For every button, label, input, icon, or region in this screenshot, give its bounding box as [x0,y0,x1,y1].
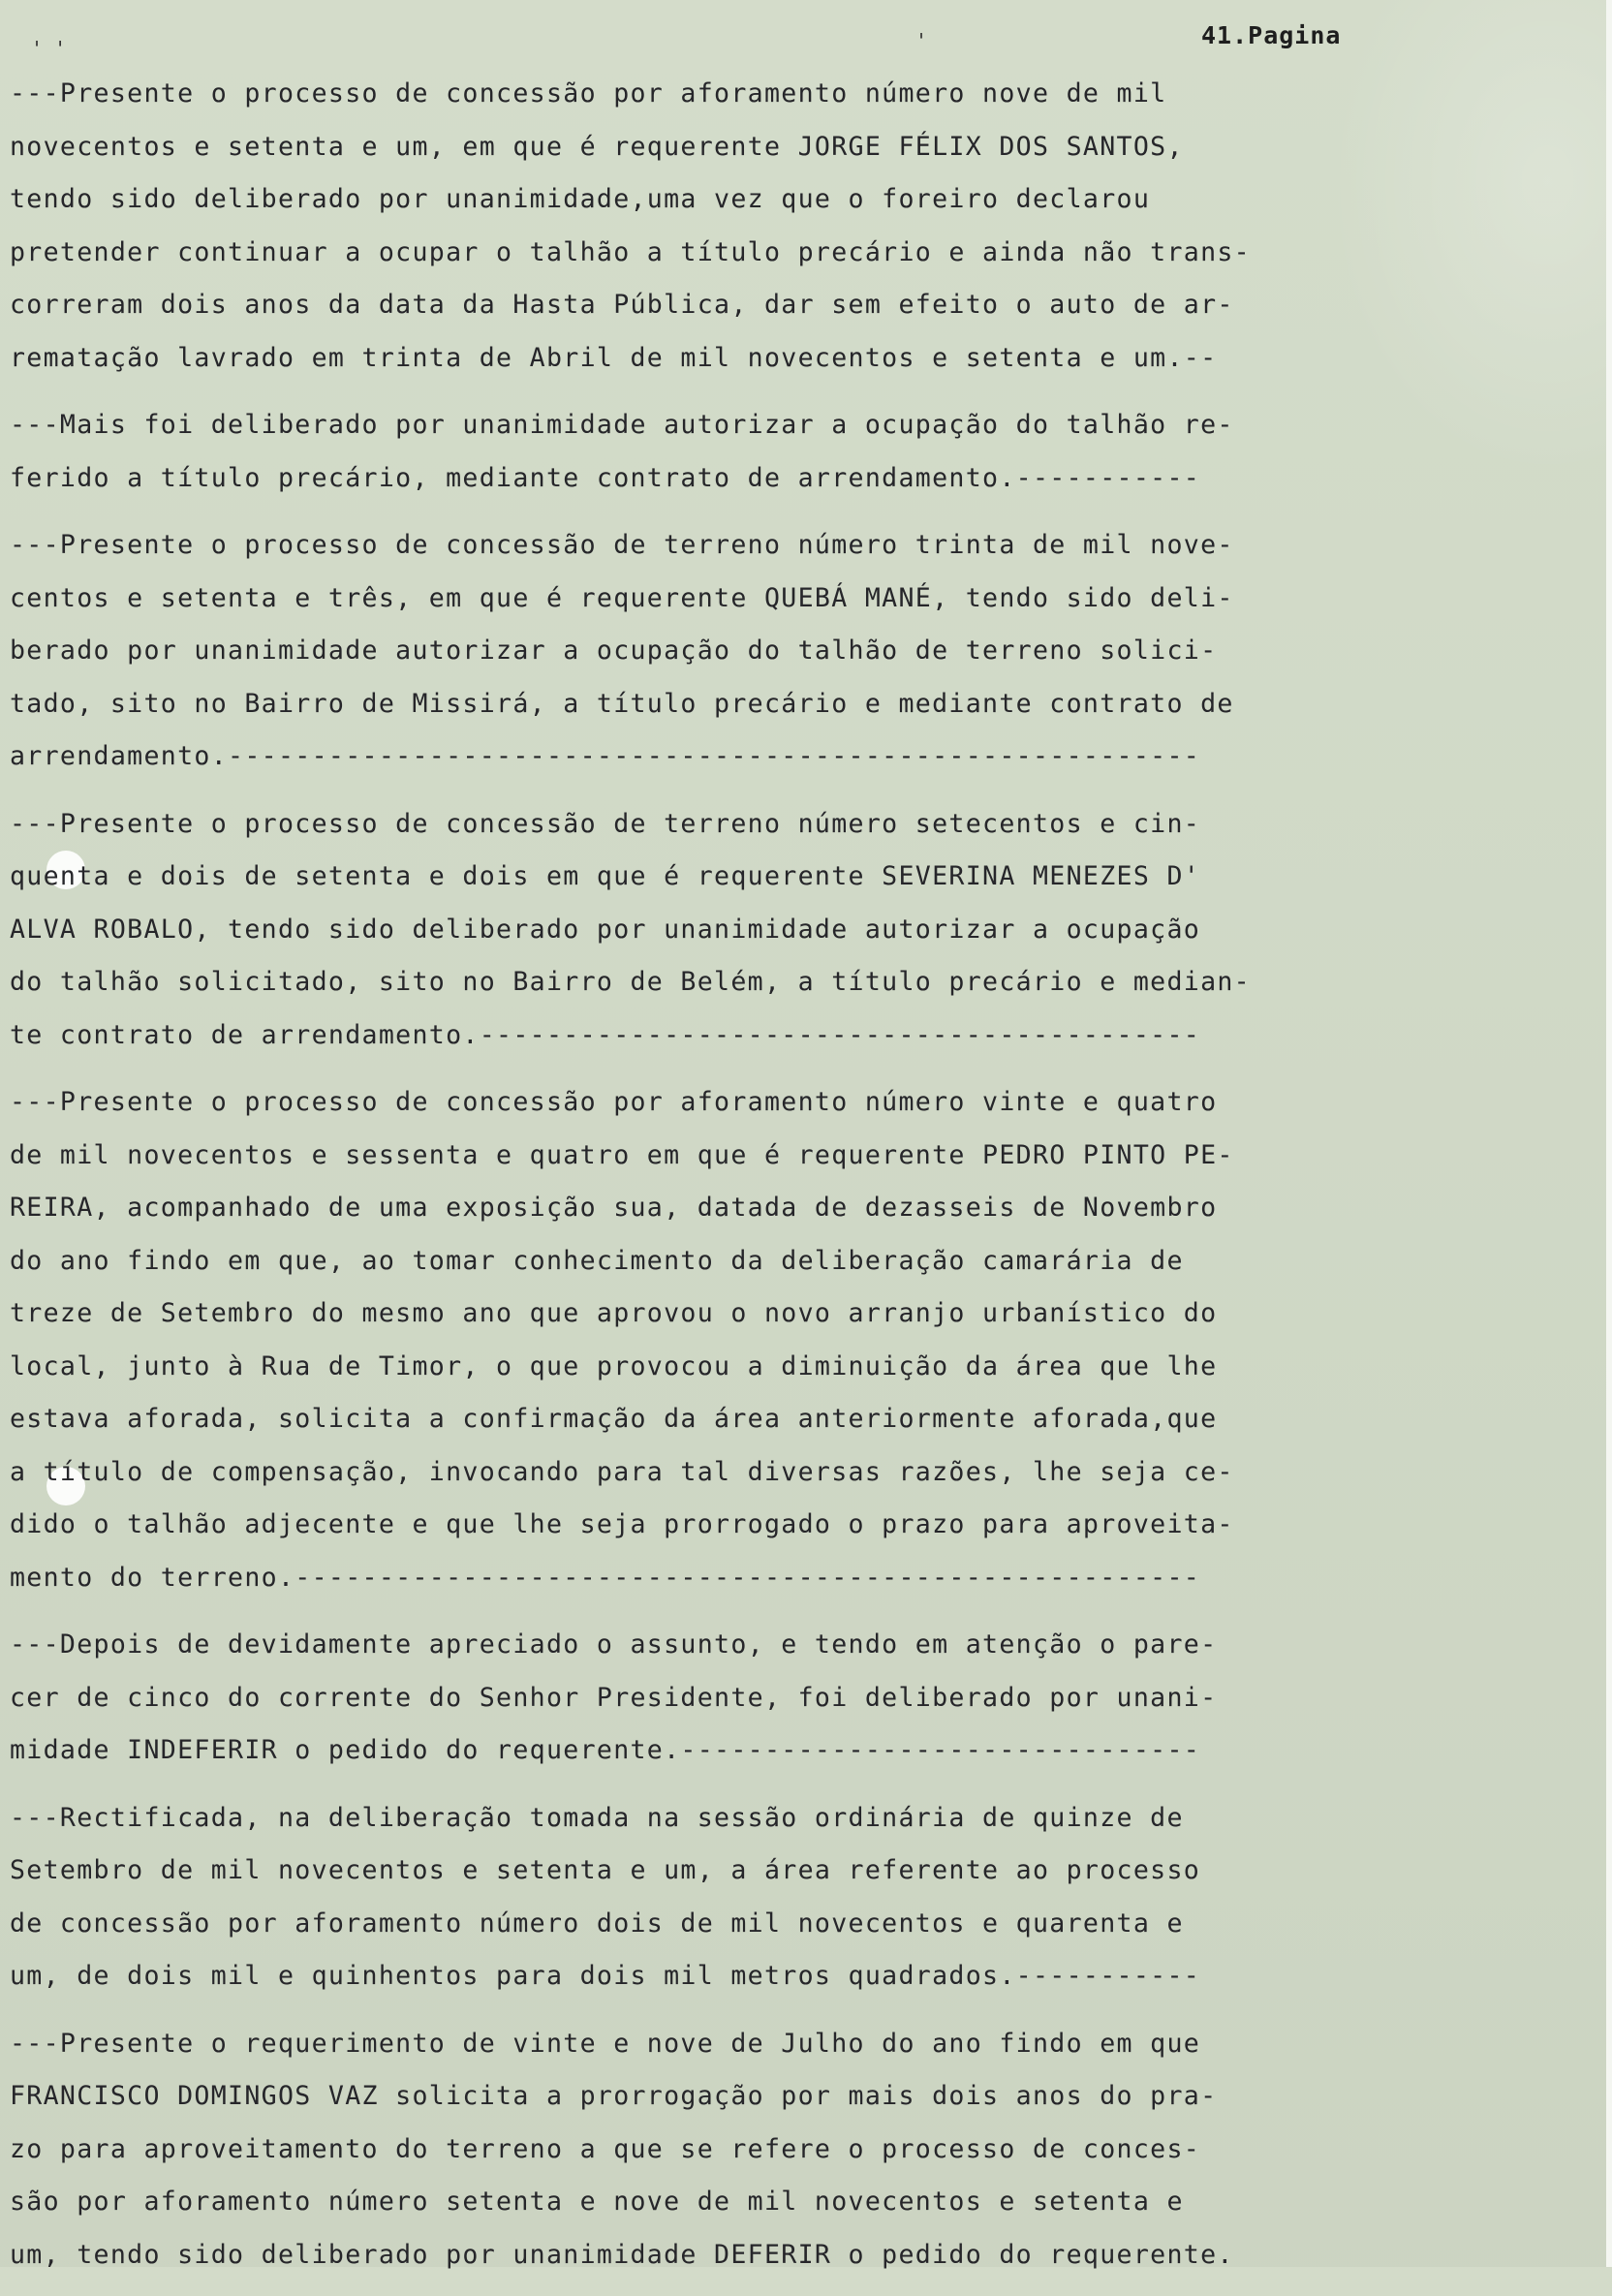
text-line: de mil novecentos e sessenta e quatro em que é requerente PEDRO PINTO PE- [10,1139,1234,1170]
page-number: 41.Pagina [1201,21,1342,49]
margin-mark: ' [915,29,928,52]
text-line: ---Presente o processo de concessão de terreno número trinta de mil nove- [10,530,1234,560]
page-edge [1606,0,1612,2267]
text-line: midade INDEFERIR o pedido do requerente.------------------------------- [10,1735,1201,1765]
paragraph-jorge-felix [10,68,1405,385]
text-line: ---Presente o processo de concessão de terreno número setecentos e cin- [10,808,1201,839]
text-line: rematação lavrado em trinta de Abril de mil novecentos e setenta e um.-- [10,342,1218,373]
text-line: de concessão por aforamento número dois de mil novecentos e quarenta e [10,1908,1184,1939]
paragraph-queba-mane [10,519,1405,784]
text-line: pretender continuar a ocupar o talhão a título precário e ainda não trans- [10,236,1251,267]
paragraph-rectificada [10,1792,1405,2003]
text-line: ---Mais foi deliberado por unanimidade autorizar a ocupação do talhão re- [10,410,1234,440]
text-line: correram dois anos da data da Hasta Pública, dar sem efeito o auto de ar- [10,290,1234,320]
text-line: berado por unanimidade autorizar a ocupação do talhão de terreno solici- [10,636,1218,666]
text-line: estava aforada, solicita a confirmação da área anteriormente aforada,que [10,1404,1218,1434]
text-line: ferido a título precário, mediante contrato de arrendamento.----------- [10,462,1201,493]
text-line: ---Presente o processo de concessão por aforamento número nove de mil [10,78,1167,109]
text-line: ALVA ROBALO, tendo sido deliberado por unanimidade autorizar a ocupação [10,914,1201,945]
paragraph-pedro-pinto-pereira [10,1076,1405,1604]
text-line: um, tendo sido deliberado por unanimidade DEFERIR o pedido do requerente. [10,2239,1234,2270]
text-line: FRANCISCO DOMINGOS VAZ solicita a prorrogação por mais dois anos do pra- [10,2081,1218,2111]
text-line: dido o talhão adjecente e que lhe seja prorrogado o prazo para aproveita- [10,1509,1234,1539]
text-line: do talhão solicitado, sito no Bairro de Belém, a título precário e median- [10,967,1251,997]
text-line: cer de cinco do corrente do Senhor Presidente, foi deliberado por unani- [10,1682,1218,1713]
text-line: quenta e dois de setenta e dois em que é requerente SEVERINA MENEZES D' [10,861,1201,891]
margin-mark: ' ' [31,37,67,60]
text-line: ---Rectificada, na deliberação tomada na sessão ordinária de quinze de [10,1802,1184,1833]
text-line: do ano findo em que, ao tomar conhecimento da deliberação camarária de [10,1245,1184,1276]
text-line: ---Depois de devidamente apreciado o assunto, e tendo em atenção o pare- [10,1629,1218,1660]
text-line: ---Presente o requerimento de vinte e nove de Julho do ano findo em que [10,2028,1201,2059]
text-line: ---Presente o processo de concessão por aforamento número vinte e quatro [10,1087,1218,1117]
text-line: zo para aproveitamento do terreno a que se refere o processo de conces- [10,2133,1201,2164]
text-line: centos e setenta e três, em que é requerente QUEBÁ MANÉ, tendo sido deli- [10,582,1234,613]
text-line: te contrato de arrendamento.------------------------------------------- [10,1019,1201,1050]
paragraph-francisco-domingos-vaz [10,2018,1405,2282]
text-line: tado, sito no Bairro de Missirá, a título precário e mediante contrato de [10,688,1234,719]
text-line: a título de compensação, invocando para tal diversas razões, lhe seja ce- [10,1456,1234,1487]
text-line: local, junto à Rua de Timor, o que provocou a diminuição da área que lhe [10,1350,1218,1381]
text-line: novecentos e setenta e um, em que é requerente JORGE FÉLIX DOS SANTOS, [10,131,1184,162]
text-line: um, de dois mil e quinhentos para dois mil metros quadrados.----------- [10,1961,1201,1991]
text-line: tendo sido deliberado por unanimidade,uma vez que o foreiro declarou [10,184,1151,214]
text-line: Setembro de mil novecentos e setenta e um, a área referente ao processo [10,1855,1201,1885]
paragraph-severina-menezes [10,798,1405,1063]
text-line: arrendamento.---------------------------------------------------------- [10,741,1201,771]
text-line: mento do terreno.------------------------------------------------------ [10,1562,1201,1593]
text-line: treze de Setembro do mesmo ano que aprovou o novo arranjo urbanístico do [10,1298,1218,1328]
paragraph-ocupacao-talhao [10,399,1405,505]
minutes-text [10,68,1405,2296]
text-line: REIRA, acompanhado de uma exposição sua, datada de dezasseis de Novembro [10,1193,1218,1223]
paragraph-indeferir [10,1619,1405,1778]
text-line: são por aforamento número setenta e nove de mil novecentos e setenta e [10,2187,1184,2217]
